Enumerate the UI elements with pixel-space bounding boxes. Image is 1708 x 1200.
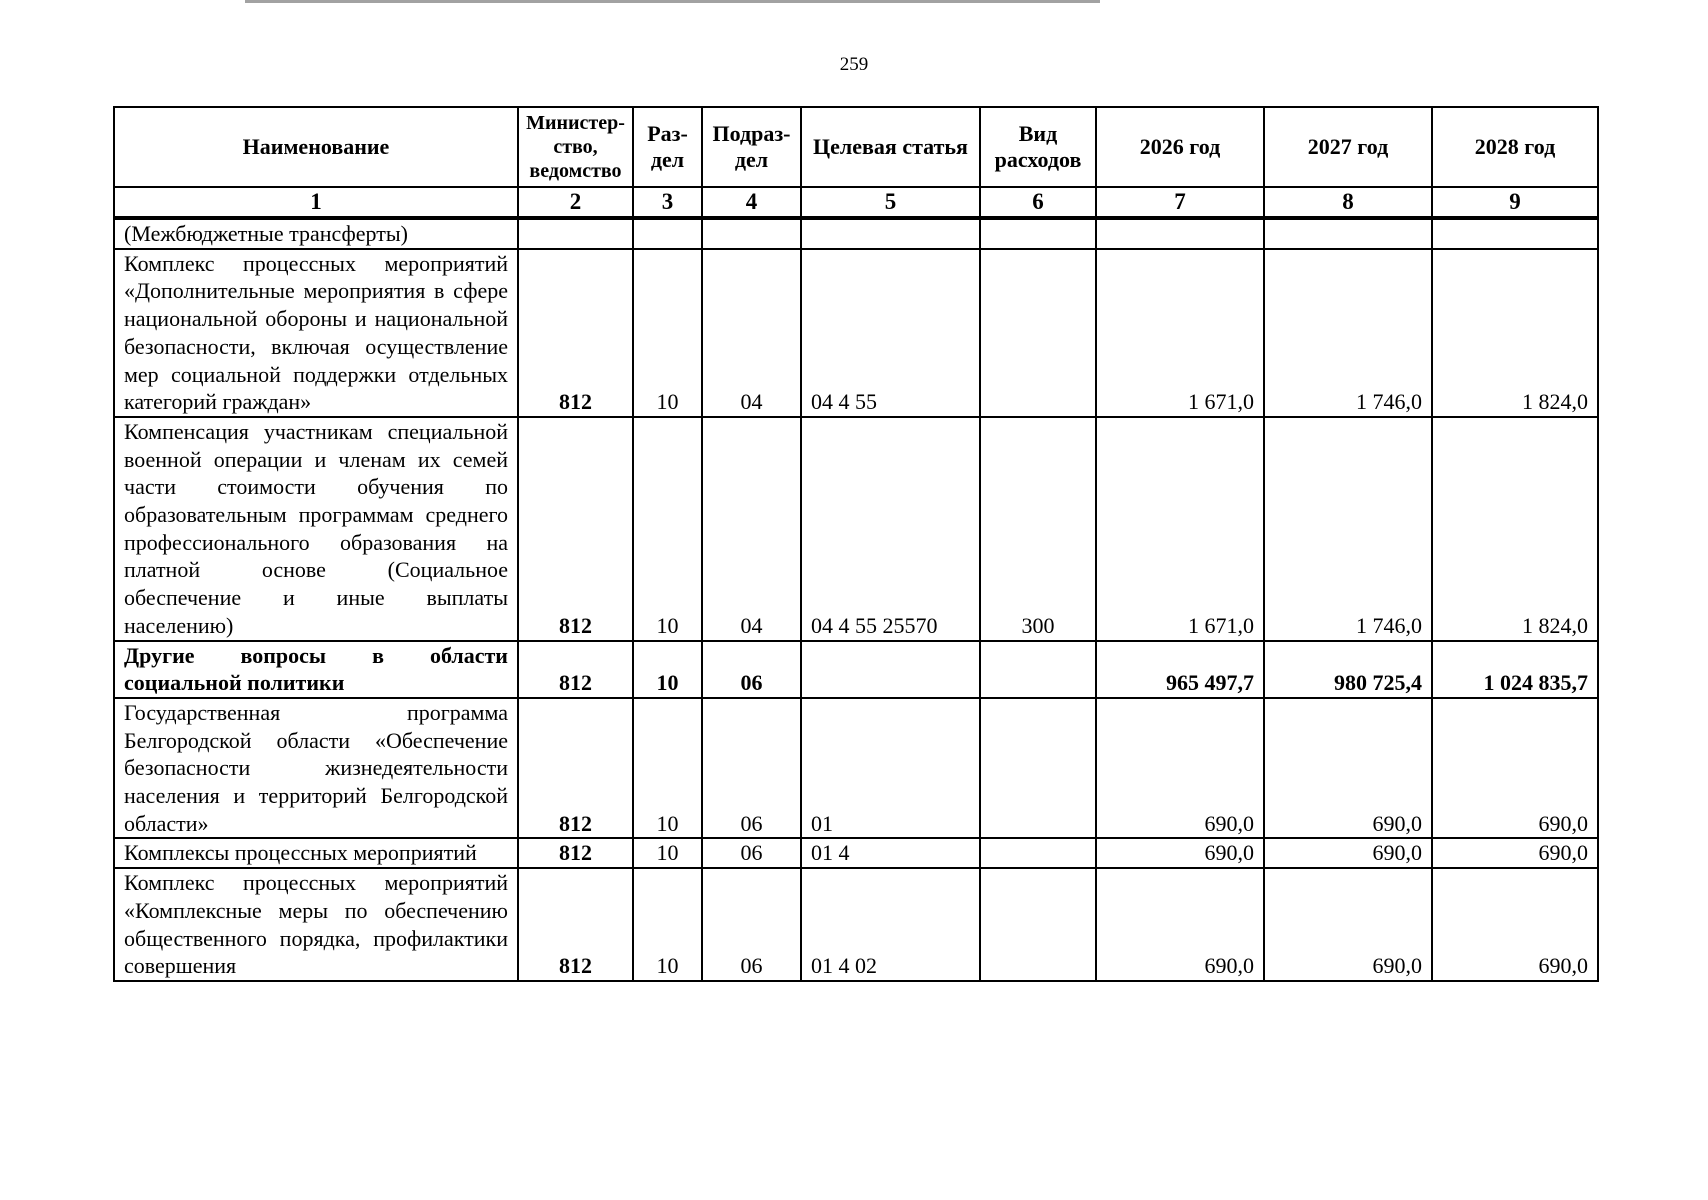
- cell-target: 01 4: [801, 838, 980, 868]
- cell-2027: 1 746,0: [1264, 417, 1432, 641]
- cell-name: Комплекс процессных мероприятий «Дополнительные мероприятия в сфере национальной обороны и национальной безопасности, включая осуществление мер социальной поддержки отдельных категорий граждан»: [114, 249, 518, 417]
- col-header-2027: 2027 год: [1264, 107, 1432, 187]
- cell-2028: 1 024 835,7: [1432, 641, 1598, 698]
- cell-subsection: 06: [702, 698, 801, 839]
- cell-2028: 690,0: [1432, 698, 1598, 839]
- cell-ministry: 812: [518, 838, 633, 868]
- table-row: [114, 868, 1598, 981]
- cell-2027: 980 725,4: [1264, 641, 1432, 698]
- page-number: 259: [839, 54, 869, 75]
- col-number: 8: [1264, 187, 1432, 218]
- cell-section: 10: [633, 868, 702, 981]
- cell-subsection: 06: [702, 838, 801, 868]
- cell-name: Компенсация участникам специальной военной операции и членам их семей части стоимости обучения по образовательным программам среднего профессионального образования на платной основе (Социальное обеспечение и иные выплаты населению): [114, 417, 518, 641]
- cell-target: [801, 218, 980, 249]
- cell-exp-type: [980, 218, 1096, 249]
- cell-exp-type: [980, 249, 1096, 417]
- col-number: 1: [114, 187, 518, 218]
- cell-target: 04 4 55 25570: [801, 417, 980, 641]
- col-header-subsection: Подраз-дел: [702, 107, 801, 187]
- col-header-ministry: Министер-ство, ведомство: [518, 107, 633, 187]
- col-number: 4: [702, 187, 801, 218]
- col-number: 6: [980, 187, 1096, 218]
- cell-2026: [1096, 218, 1264, 249]
- cell-2027: 690,0: [1264, 868, 1432, 981]
- table-row: [114, 641, 1598, 698]
- cell-section: 10: [633, 698, 702, 839]
- cell-exp-type: [980, 838, 1096, 868]
- cell-2028: 1 824,0: [1432, 249, 1598, 417]
- cell-section: 10: [633, 249, 702, 417]
- col-number: 5: [801, 187, 980, 218]
- table-row: [114, 698, 1598, 839]
- cell-name: Государственная программа Белгородской области «Обеспечение безопасности жизнедеятельности населения и территорий Белгородской области»: [114, 698, 518, 839]
- col-header-2028: 2028 год: [1432, 107, 1598, 187]
- col-number: 9: [1432, 187, 1598, 218]
- cell-ministry: 812: [518, 249, 633, 417]
- column-number-row: [114, 187, 1598, 218]
- table-body: [114, 218, 1598, 981]
- cell-2026: 690,0: [1096, 868, 1264, 981]
- cell-subsection: 06: [702, 868, 801, 981]
- col-header-name: Наименование: [114, 107, 518, 187]
- cell-subsection: 06: [702, 641, 801, 698]
- col-number: 3: [633, 187, 702, 218]
- cell-name: (Межбюджетные трансферты): [114, 218, 518, 249]
- col-number: 2: [518, 187, 633, 218]
- cell-section: 10: [633, 641, 702, 698]
- cell-2028: 690,0: [1432, 838, 1598, 868]
- cell-name: Комплексы процессных мероприятий: [114, 838, 518, 868]
- cell-section: 10: [633, 838, 702, 868]
- cell-section: [633, 218, 702, 249]
- cell-2026: 690,0: [1096, 698, 1264, 839]
- col-header-section: Раз-дел: [633, 107, 702, 187]
- cell-2026: 690,0: [1096, 838, 1264, 868]
- cell-ministry: 812: [518, 641, 633, 698]
- table-row: [114, 249, 1598, 417]
- cell-target: [801, 641, 980, 698]
- cell-exp-type: [980, 641, 1096, 698]
- cell-subsection: 04: [702, 249, 801, 417]
- table-row: [114, 838, 1598, 868]
- budget-table: [113, 106, 1599, 982]
- cell-ministry: 812: [518, 868, 633, 981]
- cell-section: 10: [633, 417, 702, 641]
- top-scan-rule: [245, 0, 1100, 3]
- cell-2027: [1264, 218, 1432, 249]
- cell-2026: 1 671,0: [1096, 249, 1264, 417]
- cell-2027: 690,0: [1264, 698, 1432, 839]
- cell-ministry: [518, 218, 633, 249]
- cell-exp-type: [980, 698, 1096, 839]
- cell-name: Другие вопросы в области социальной политики: [114, 641, 518, 698]
- cell-exp-type: 300: [980, 417, 1096, 641]
- cell-2027: 690,0: [1264, 838, 1432, 868]
- cell-exp-type: [980, 868, 1096, 981]
- cell-subsection: 04: [702, 417, 801, 641]
- cell-ministry: 812: [518, 698, 633, 839]
- cell-target: 04 4 55: [801, 249, 980, 417]
- cell-subsection: [702, 218, 801, 249]
- table-row: [114, 417, 1598, 641]
- cell-2028: 690,0: [1432, 868, 1598, 981]
- cell-2026: 1 671,0: [1096, 417, 1264, 641]
- cell-ministry: 812: [518, 417, 633, 641]
- cell-target: 01 4 02: [801, 868, 980, 981]
- header-row: [114, 107, 1598, 187]
- cell-2026: 965 497,7: [1096, 641, 1264, 698]
- col-header-target: Целевая статья: [801, 107, 980, 187]
- cell-2028: 1 824,0: [1432, 417, 1598, 641]
- col-number: 7: [1096, 187, 1264, 218]
- table-row: [114, 218, 1598, 249]
- col-header-exp-type: Вид расходов: [980, 107, 1096, 187]
- cell-name: Комплекс процессных мероприятий «Комплексные меры по обеспечению общественного порядка, профилактики совершения: [114, 868, 518, 981]
- col-header-2026: 2026 год: [1096, 107, 1264, 187]
- cell-2027: 1 746,0: [1264, 249, 1432, 417]
- cell-2028: [1432, 218, 1598, 249]
- cell-target: 01: [801, 698, 980, 839]
